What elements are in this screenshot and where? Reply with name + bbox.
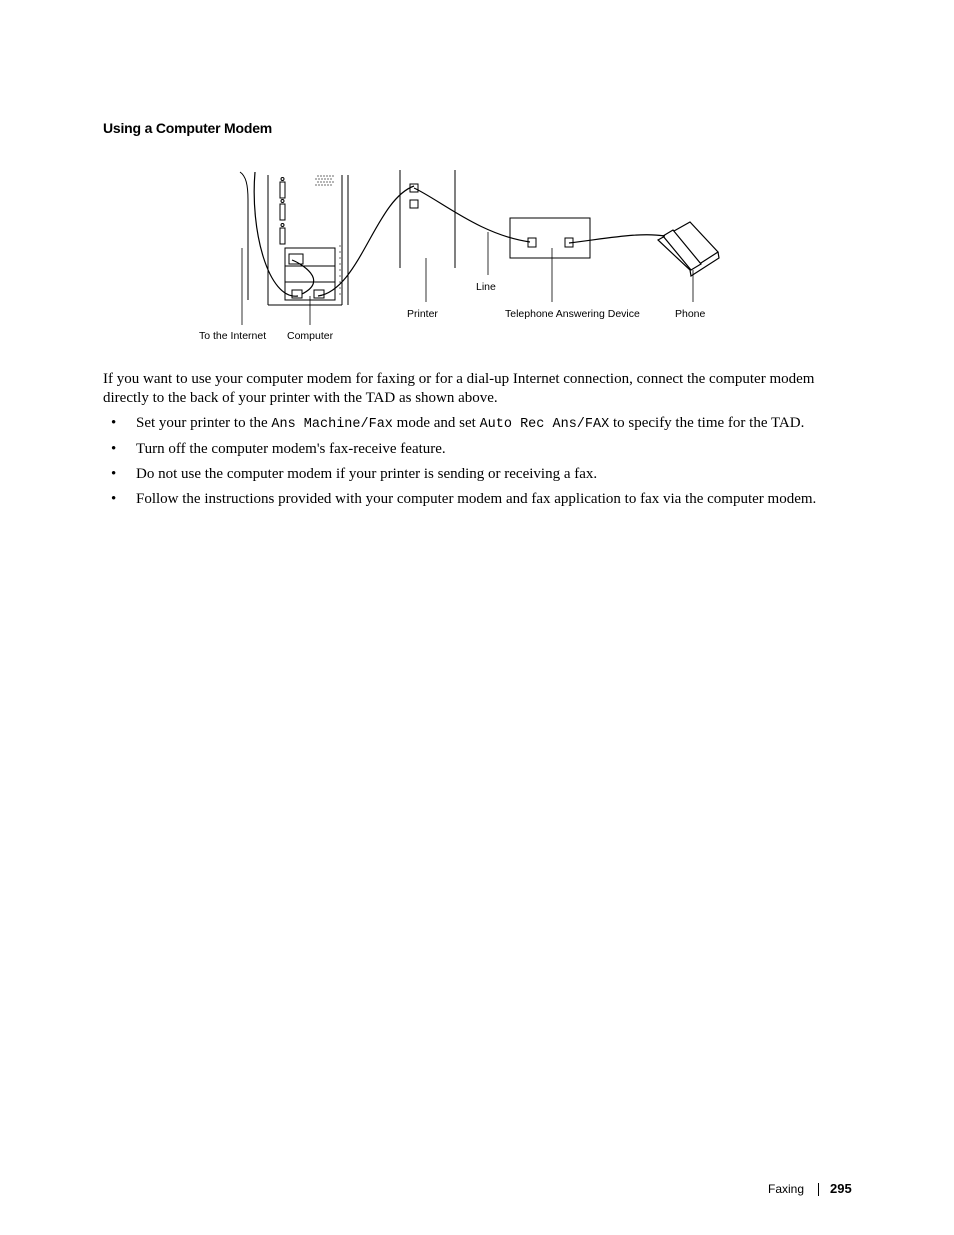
connection-diagram-svg [0, 160, 954, 360]
connection-diagram [0, 160, 954, 360]
side-vent [339, 245, 340, 294]
bullet-text: Turn off the computer modem's fax-receive feature. [136, 441, 446, 457]
code-auto-rec-ans-fax: Auto Rec Ans/FAX [479, 417, 610, 432]
computer-illustration [240, 172, 348, 305]
list-item [103, 414, 863, 434]
label-line: Line [476, 281, 496, 293]
bullet-glyph: • [111, 441, 117, 457]
list-item [103, 465, 863, 484]
bullet-text: Set your printer to the [136, 415, 272, 431]
label-printer: Printer [407, 308, 438, 320]
label-computer: Computer [287, 330, 334, 342]
printer-illustration [400, 170, 455, 268]
intro-paragraph: If you want to use your computer modem for faxing or for a dial-up Internet connection, connect the computer modem directly to the back of your printer with the TAD as shown above. [103, 371, 815, 406]
footer-separator [818, 1183, 819, 1196]
page-number: 295 [830, 1181, 852, 1196]
cables [254, 172, 665, 296]
label-tad: Telephone Answering Device [505, 308, 640, 320]
bullet-list [103, 414, 863, 509]
section-heading: Using a Computer Modem [103, 120, 273, 136]
bullet-text: to specify the time for the TAD. [609, 415, 805, 431]
phone-illustration [658, 222, 719, 276]
body-text [103, 370, 863, 515]
code-ans-machine-fax: Ans Machine/Fax [271, 417, 393, 432]
list-item [103, 490, 863, 509]
vent-grille [315, 175, 333, 185]
bullet-glyph: • [111, 466, 117, 482]
label-phone: Phone [675, 308, 706, 320]
bullet-glyph: • [111, 415, 117, 431]
bullet-text: mode and set [392, 415, 480, 431]
footer-section-title: Faxing [768, 1182, 805, 1196]
tad-illustration [510, 218, 590, 258]
page-footer [0, 1180, 954, 1200]
bullet-glyph: • [111, 491, 117, 507]
list-item [103, 440, 863, 459]
label-to-internet: To the Internet [199, 330, 267, 342]
bullet-text: Do not use the computer modem if your printer is sending or receiving a fax. [136, 466, 598, 482]
bullet-text: Follow the instructions provided with your computer modem and fax application to fax via the computer modem. [136, 491, 817, 507]
